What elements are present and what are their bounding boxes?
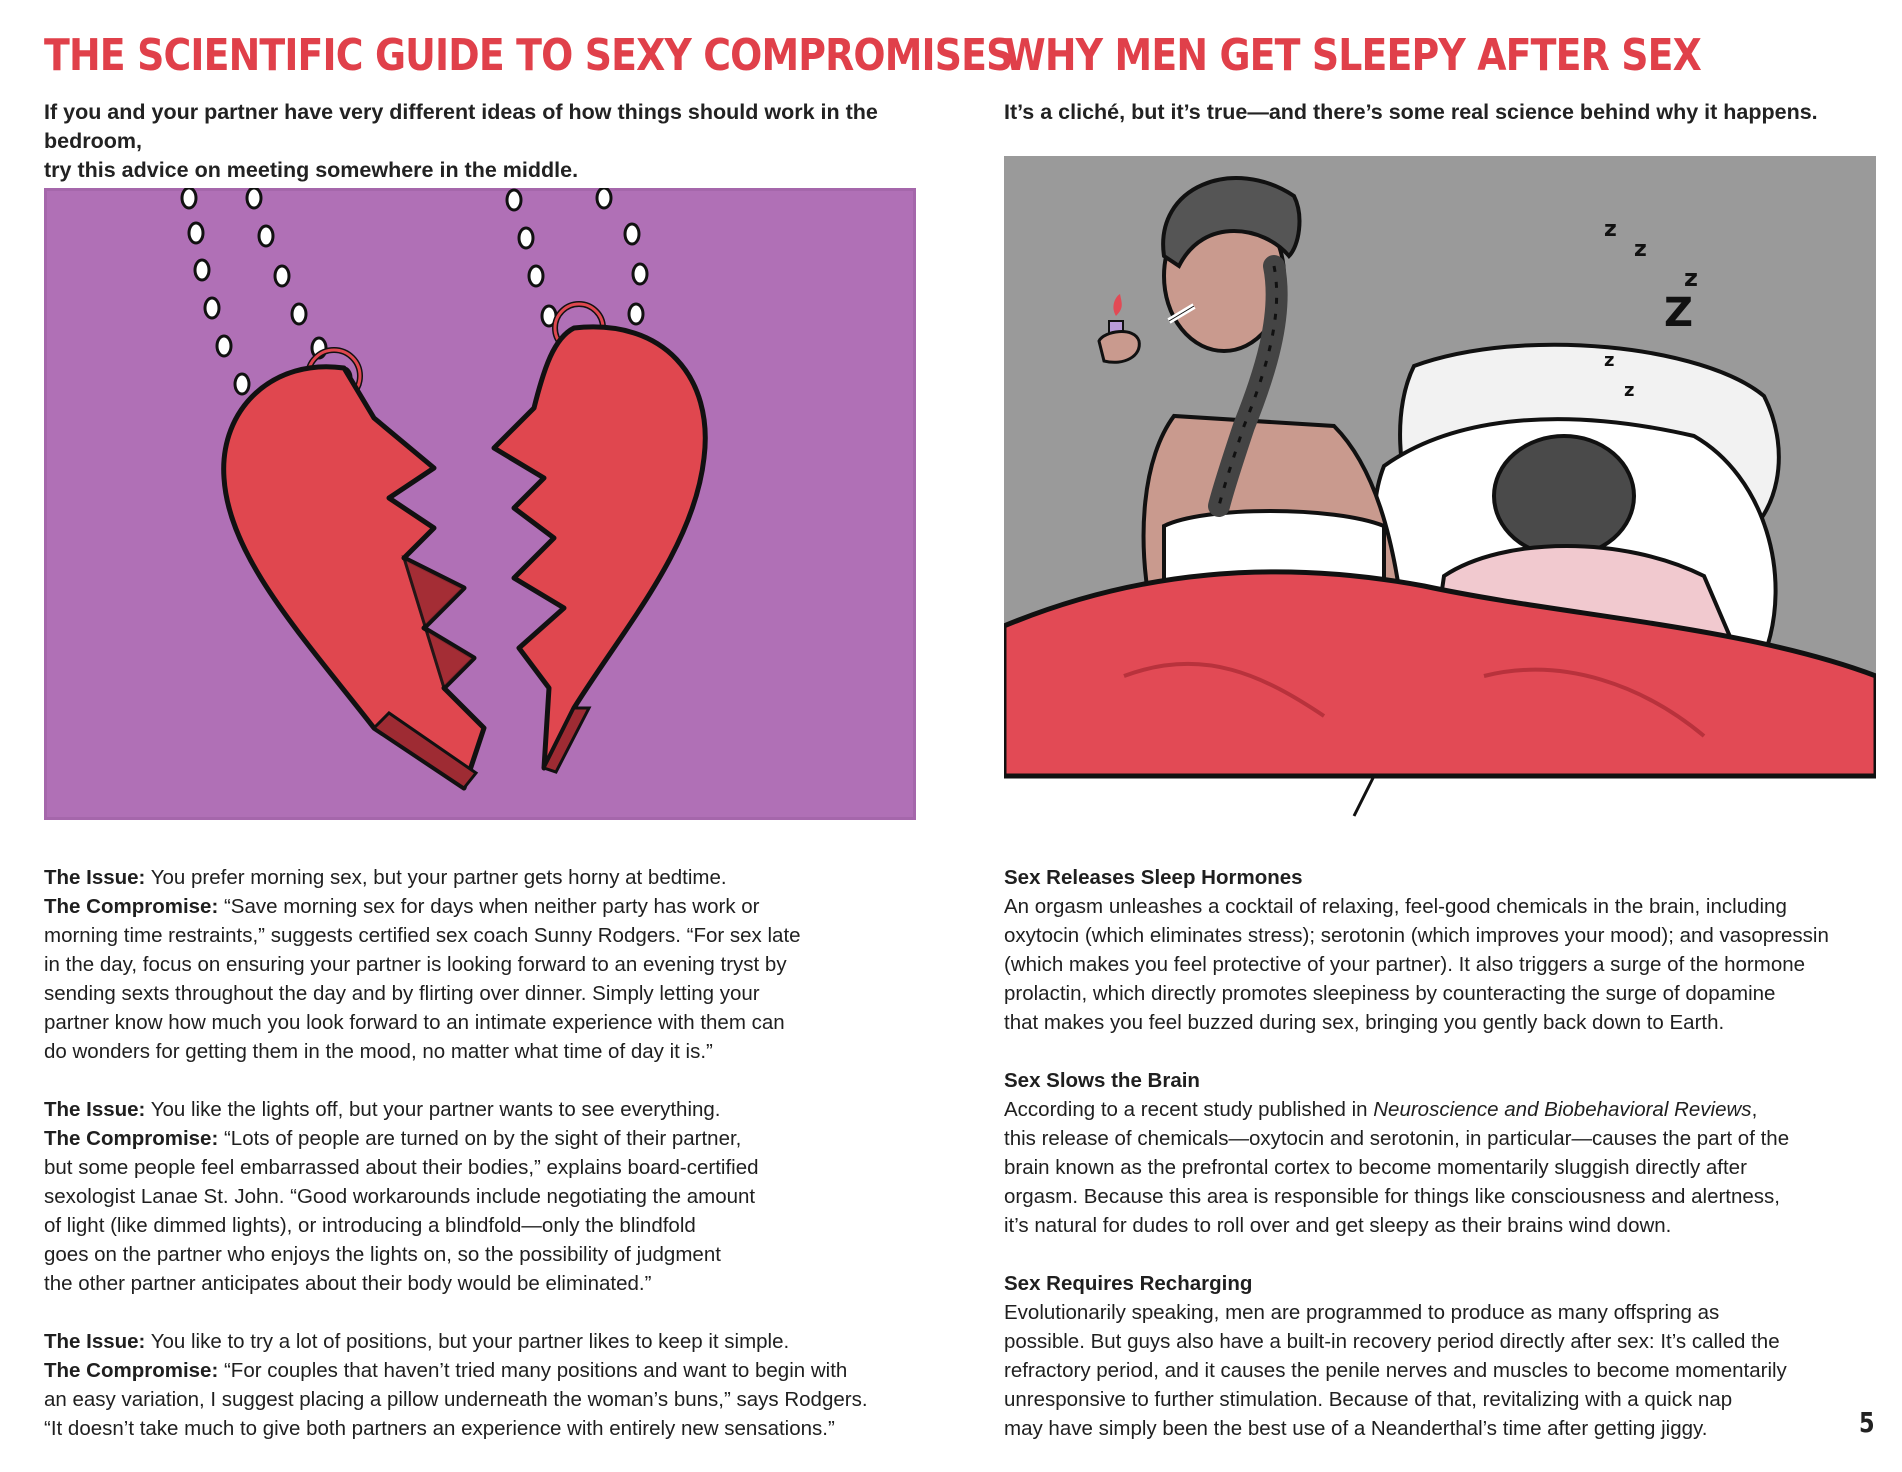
issue-label: The Issue:	[44, 1330, 146, 1353]
compromise-line: the other partner anticipates about their body would be eliminated.”	[44, 1272, 652, 1295]
issue-text: You like to try a lot of positions, but your partner likes to keep it simple.	[145, 1330, 790, 1353]
section-text: According to a recent study published in	[1004, 1098, 1374, 1121]
section-line: An orgasm unleashes a cocktail of relaxing, feel-good chemicals in the brain, including	[1004, 895, 1787, 918]
issue-line	[44, 1095, 924, 1124]
compromise-line: do wonders for getting them in the mood, no matter what time of day it is.”	[44, 1040, 713, 1063]
compromise-line: in the day, focus on ensuring your partner is looking forward to an evening tryst by	[44, 953, 787, 976]
left-title: THE SCIENTIFIC GUIDE TO SEXY COMPROMISES	[44, 30, 1013, 81]
sleep-z-icon: z	[1624, 380, 1635, 401]
section-line: brain known as the prefrontal cortex to become momentarily sluggish directly after	[1004, 1156, 1747, 1179]
section-line: that makes you feel buzzed during sex, bringing you gently back down to Earth.	[1004, 1011, 1725, 1034]
compromise-line: an easy variation, I suggest placing a pillow underneath the woman’s buns,” says Rodgers.	[44, 1388, 868, 1411]
compromise-label: The Compromise:	[44, 1127, 219, 1150]
compromise-item	[44, 1327, 924, 1443]
science-section	[1004, 1066, 1866, 1240]
section-line: possible. But guys also have a built-in recovery period directly after sex: It’s called the	[1004, 1330, 1780, 1353]
compromise-line: partner know how much you look forward to an intimate experience with them can	[44, 1011, 785, 1034]
section-line: may have simply been the best use of a Neanderthal’s time after getting jiggy.	[1004, 1417, 1708, 1440]
left-deck-line-1: If you and your partner have very different ideas of how things should work in the bedroom,	[44, 100, 878, 153]
compromise-line	[44, 1356, 924, 1385]
section-heading: Sex Releases Sleep Hormones	[1004, 866, 1303, 889]
science-section	[1004, 863, 1866, 1037]
section-heading: Sex Requires Recharging	[1004, 1272, 1253, 1295]
issue-label: The Issue:	[44, 866, 146, 889]
compromise-item	[44, 863, 924, 1066]
compromise-line: “It doesn’t take much to give both partners an experience with entirely new sensations.”	[44, 1417, 835, 1440]
compromise-text: “For couples that haven’t tried many positions and want to begin with	[218, 1359, 848, 1382]
issue-line	[44, 863, 924, 892]
man-head	[1494, 436, 1634, 556]
left-deck-line-2: try this advice on meeting somewhere in the middle.	[44, 158, 579, 182]
section-line: it’s natural for dudes to roll over and get sleepy as their brains wind down.	[1004, 1214, 1672, 1237]
section-heading: Sex Slows the Brain	[1004, 1069, 1200, 1092]
sleep-z-icon: z	[1634, 237, 1647, 262]
compromise-line: but some people feel embarrassed about their bodies,” explains board-certified	[44, 1156, 759, 1179]
compromise-line: sending sexts throughout the day and by flirting over dinner. Simply letting your	[44, 982, 760, 1005]
section-line: (which makes you feel protective of your partner). It also triggers a surge of the hormone	[1004, 953, 1806, 976]
sleep-z-icon: z	[1684, 264, 1698, 292]
compromise-text: “Save morning sex for days when neither party has work or	[218, 895, 760, 918]
compromise-label: The Compromise:	[44, 895, 219, 918]
science-section	[1004, 1269, 1866, 1443]
compromise-line: sexologist Lanae St. John. “Good workarounds include negotiating the amount	[44, 1185, 756, 1208]
sleep-z-icon: z	[1604, 350, 1615, 371]
compromise-text: “Lots of people are turned on by the sight of their partner,	[218, 1127, 742, 1150]
compromise-item	[44, 1095, 924, 1298]
compromise-line: of light (like dimmed lights), or introducing a blindfold—only the blindfold	[44, 1214, 696, 1237]
section-line: this release of chemicals—oxytocin and serotonin, in particular—causes the part of the	[1004, 1127, 1790, 1150]
right-deck: It’s a cliché, but it’s true—and there’s some real science behind why it happens.	[1004, 100, 1818, 124]
compromise-line: goes on the partner who enjoys the lights on, so the possibility of judgment	[44, 1243, 721, 1266]
compromise-label: The Compromise:	[44, 1359, 219, 1382]
section-line: orgasm. Because this area is responsible for things like consciousness and alertness,	[1004, 1185, 1780, 1208]
issue-line	[44, 1327, 924, 1356]
section-line: unresponsive to further stimulation. Because of that, revitalizing with a quick nap	[1004, 1388, 1733, 1411]
section-line: prolactin, which directly promotes sleepiness by counteracting the surge of dopamine	[1004, 982, 1776, 1005]
page-number: 5	[1858, 1406, 1875, 1439]
left-body	[44, 863, 924, 1472]
journal-title: Neuroscience and Biobehavioral Reviews	[1373, 1098, 1752, 1121]
section-line: refractory period, and it causes the penile nerves and muscles to become momentarily	[1004, 1359, 1787, 1382]
issue-label: The Issue:	[44, 1098, 146, 1121]
issue-text: You prefer morning sex, but your partner gets horny at bedtime.	[145, 866, 727, 889]
right-title: WHY MEN GET SLEEPY AFTER SEX	[1004, 30, 1701, 81]
issue-text: You like the lights off, but your partner wants to see everything.	[145, 1098, 721, 1121]
sleep-z-icon: Z	[1664, 290, 1694, 336]
sleepy-couple-illustration	[1004, 156, 1876, 840]
compromise-line	[44, 1124, 924, 1153]
compromise-line	[44, 892, 924, 921]
right-body	[1004, 863, 1866, 1472]
compromise-line: morning time restraints,” suggests certified sex coach Sunny Rodgers. “For sex late	[44, 924, 801, 947]
woman-hand	[1099, 332, 1139, 363]
sleep-z-icon: z	[1604, 217, 1617, 242]
broken-heart-illustration	[44, 188, 916, 820]
section-text: ,	[1751, 1098, 1758, 1121]
section-line: Evolutionarily speaking, men are programmed to produce as many offspring as	[1004, 1301, 1720, 1324]
section-line: oxytocin (which eliminates stress); serotonin (which improves your mood); and vasopressin	[1004, 924, 1829, 947]
left-deck	[44, 98, 924, 185]
section-line	[1004, 1095, 1866, 1124]
